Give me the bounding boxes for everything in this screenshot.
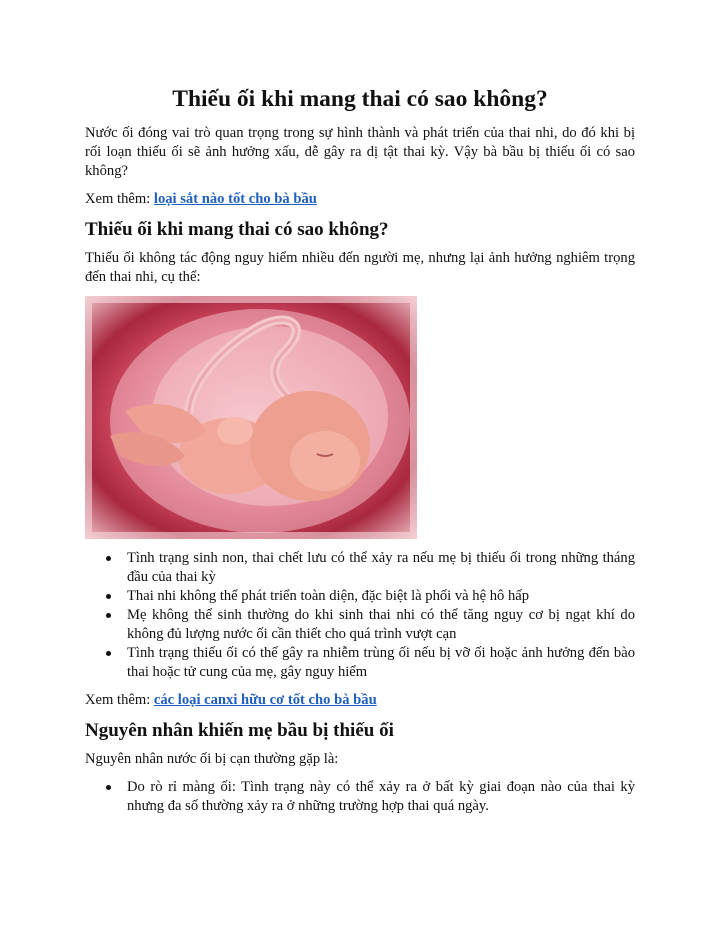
list-item: Tình trạng sinh non, thai chết lưu có thể xảy ra nếu mẹ bị thiếu ối trong những tháng đầu của thai kỳ [127,550,635,585]
section-1-heading: Thiếu ối khi mang thai có sao không? [85,219,389,240]
see-also-2 [85,691,635,710]
intro-paragraph: Nước ối đóng vai trò quan trọng trong sự hình thành và phát triển của thai nhi, do đó khi bị rối loạn thiếu ối sẽ ảnh hưởng xấu, dễ gây ra dị tật thai kỳ. Vậy bà bầu bị thiếu ối có sao không? [85,125,635,179]
document-page [85,84,635,825]
fetus-in-womb-image [85,296,417,539]
see-also-1-prefix: Xem thêm: [85,191,154,207]
section-1-paragraph: Thiếu ối không tác động nguy hiểm nhiều đến người mẹ, nhưng lại ảnh hưởng nghiêm trọng đến thai nhi, cụ thể: [85,250,635,285]
list-item: Mẹ không thể sinh thường do khi sinh thai nhi có thể tăng nguy cơ bị ngạt khí do không đủ lượng nước ối cần thiết cho quá trình vượt cạn [127,607,635,642]
list-item: Thai nhi không thể phát triển toàn diện, đặc biệt là phổi và hệ hô hấp [127,587,635,606]
section-1-bullet-list [85,549,635,682]
see-also-2-link[interactable]: các loại canxi hữu cơ tốt cho bà bầu [153,692,377,708]
fetus-illustration-icon [85,296,417,539]
list-item: Tình trạng thiếu ối có thể gây ra nhiễm trùng ối nếu bị vỡ ối hoặc ảnh hưởng đến bào thai hoặc tử cung của mẹ, gây nguy hiểm [127,645,635,680]
see-also-1 [85,190,635,209]
page-title: Thiếu ối khi mang thai có sao không? [172,86,548,112]
list-item: Do rò rỉ màng ối: Tình trạng này có thể xảy ra ở bất kỳ giai đoạn nào của thai kỳ nhưng đa số thường xảy ra ở những trường hợp thai quá ngày. [127,779,635,814]
see-also-1-link[interactable]: loại sắt nào tốt cho bà bầu [153,191,317,207]
section-2-heading: Nguyên nhân khiến mẹ bầu bị thiếu ối [85,720,394,741]
see-also-2-prefix: Xem thêm: [85,692,154,708]
section-2-bullet-list [85,778,635,816]
section-2-paragraph: Nguyên nhân nước ối bị cạn thường gặp là: [85,751,339,767]
